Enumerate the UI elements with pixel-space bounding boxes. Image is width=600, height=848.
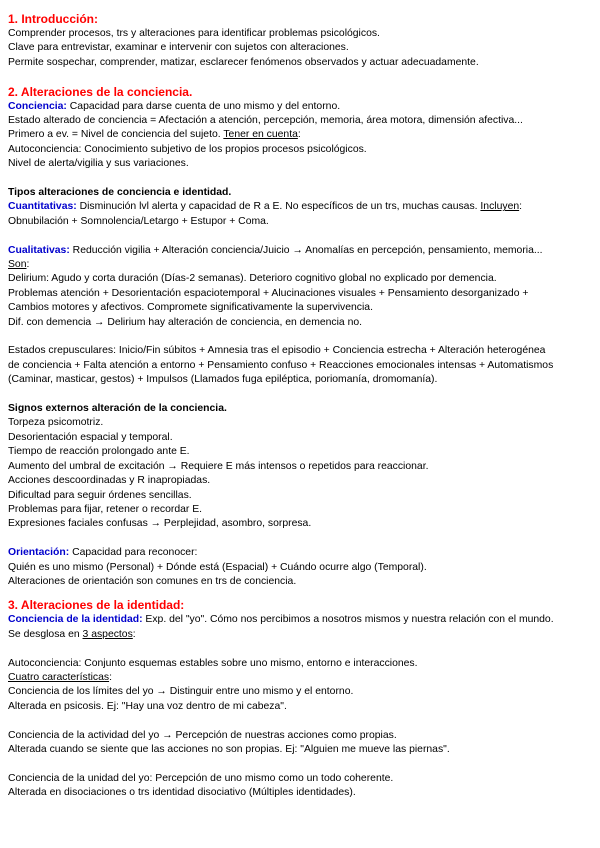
colon: : (26, 259, 30, 271)
signos-heading: Signos externos alteración de la conciencia. (8, 403, 227, 415)
conciencia-text: Capacidad para darse cuenta de uno mismo y del entorno. (66, 100, 341, 112)
cualitativas-text: Reducción vigilia + Alteración conciencia/Juicio → Anomalías en percepción, pensamiento, memoria... (69, 244, 543, 256)
tres-aspectos: 3 aspectos (82, 628, 133, 640)
cualitativas-label: Cualitativas: (8, 244, 70, 256)
signos-item: Problemas para fijar, retener o recordar E. (8, 503, 203, 515)
primero-line (8, 128, 592, 142)
section-3-heading: 3. Alteraciones de la identidad: (8, 598, 185, 613)
cualitativas-line (8, 244, 592, 258)
cuantitativas-label: Cuantitativas: (8, 201, 77, 213)
crepusculares-line-2: de conciencia + Falta atención a entorno + Pensamiento confuso + Reacciones emocionales intensas + Automatismos (8, 359, 554, 371)
colon: : (297, 129, 301, 141)
signos-item: Tiempo de reacción prolongado ante E. (8, 446, 190, 458)
signos-item: Expresiones faciales confusas → Perplejidad, asombro, sorpresa. (8, 518, 312, 530)
orientacion-line-3: Alteraciones de orientación son comunes en trs de conciencia. (8, 575, 297, 587)
actividad-line-1: Conciencia de la actividad del yo → Percepción de nuestras acciones como propias. (8, 729, 397, 741)
orientacion-line (8, 546, 592, 560)
colon: : (109, 671, 112, 683)
cuantitativas-line (8, 200, 592, 214)
intro-line-2: Clave para entrevistar, examinar e intervenir con sujetos con alteraciones. (8, 42, 349, 54)
intro-line-3: Permite sospechar, comprender, matizar, esclarecer fenómenos observados y actuar adecuadamente. (8, 56, 479, 68)
orientacion-line-2: Quién es uno mismo (Personal) + Dónde está (Espacial) + Cuándo ocurre algo (Temporal). (8, 561, 427, 573)
estado-alterado-line: Estado alterado de conciencia = Afectación a atención, percepción, memoria, área motora, dimensión afectiva... (8, 115, 523, 127)
orientacion-label: Orientación: (8, 547, 70, 559)
conciencia-identidad-label: Conciencia de la identidad: (8, 614, 143, 626)
colon: : (132, 628, 136, 640)
dif-demencia-line: Dif. con demencia → Delirium hay alteración de conciencia, en demencia no. (8, 316, 363, 328)
cuatro-caracteristicas: Cuatro características (8, 671, 110, 683)
desglosa-line (8, 628, 592, 642)
tipos-heading: Tipos alteraciones de conciencia e identidad. (8, 187, 232, 199)
autoconciencia-esquemas-line: Autoconciencia: Conjunto esquemas estables sobre uno mismo, entorno e interacciones. (8, 657, 418, 669)
desglosa-text: Se desglosa en (8, 628, 83, 640)
delirium-line: Delirium: Agudo y corta duración (Días-2 semanas). Deterioro cognitivo global no explicado por demencia. (8, 273, 497, 285)
section-1-heading: 1. Introducción: (8, 12, 98, 26)
cuantitativas-text: Disminución lvl alerta y capacidad de R a E. No específicos de un trs, muchas causas. (76, 201, 481, 213)
primero-text: Primero a ev. = Nivel de conciencia del sujeto. (8, 129, 224, 141)
intro-line-1: Comprender procesos, trs y alteraciones para identificar problemas psicológicos. (8, 28, 380, 39)
orientacion-text: Capacidad para reconocer: (69, 547, 198, 559)
cuatro-caracteristicas-line (8, 671, 592, 685)
cuantitativas-list: Obnubilación + Somnolencia/Letargo + Estupor + Coma. (8, 215, 269, 227)
tener-en-cuenta: Tener en cuenta (223, 129, 298, 141)
colon: : (519, 201, 523, 213)
signos-item: Acciones descoordinadas y R inapropiadas. (8, 475, 211, 487)
crepusculares-line-1: Estados crepusculares: Inicio/Fin súbitos + Amnesia tras el episodio + Conciencia estrecha + Alteración heterogénea (8, 345, 546, 357)
cambios-line: Cambios motores y afectivos. Compromete significativamente la supervivencia. (8, 302, 373, 314)
conciencia-definition (8, 100, 592, 114)
signos-item: Desorientación espacial y temporal. (8, 431, 173, 443)
signos-item: Torpeza psicomotriz. (8, 417, 104, 429)
limites-line-1: Conciencia de los límites del yo → Distinguir entre uno mismo y el entorno. (8, 686, 354, 698)
conciencia-identidad-text: Exp. del "yo". Cómo nos percibimos a nosotros mismos y nuestra relación con el mundo. (142, 614, 554, 626)
unidad-line-1: Conciencia de la unidad del yo: Percepción de uno mismo como un todo coherente. (8, 772, 394, 784)
son-line (8, 258, 592, 272)
problemas-line: Problemas atención + Desorientación espaciotemporal + Alucinaciones visuales + Pensamiento desorganizado + (8, 287, 529, 299)
nivel-alerta-line: Nivel de alerta/vigilia y sus variaciones. (8, 158, 189, 170)
limites-line-2: Alterada en psicosis. Ej: "Hay una voz dentro de mi cabeza". (8, 700, 287, 712)
section-2-heading: 2. Alteraciones de la conciencia. (8, 84, 193, 99)
signos-item: Aumento del umbral de excitación → Requiere E más intensos o repetidos para reaccionar. (8, 460, 429, 472)
actividad-line-2: Alterada cuando se siente que las acciones no son propias. Ej: "Alguien me mueve las piernas". (8, 743, 450, 755)
autoconciencia-line: Autoconciencia: Conocimiento subjetivo de los propios procesos psicológicos. (8, 143, 367, 155)
unidad-line-2: Alterada en disociaciones o trs identidad disociativo (Múltiples identidades). (8, 787, 356, 799)
conciencia-label: Conciencia: (8, 100, 67, 112)
crepusculares-line-3: (Caminar, masticar, gestos) + Impulsos (Llamados fuga epiléptica, poriomanía, dromomanía). (8, 374, 438, 386)
incluyen: Incluyen (480, 201, 520, 213)
conciencia-identidad-line (8, 613, 592, 627)
son: Son (8, 259, 27, 271)
signos-item: Dificultad para seguir órdenes sencillas. (8, 489, 192, 501)
